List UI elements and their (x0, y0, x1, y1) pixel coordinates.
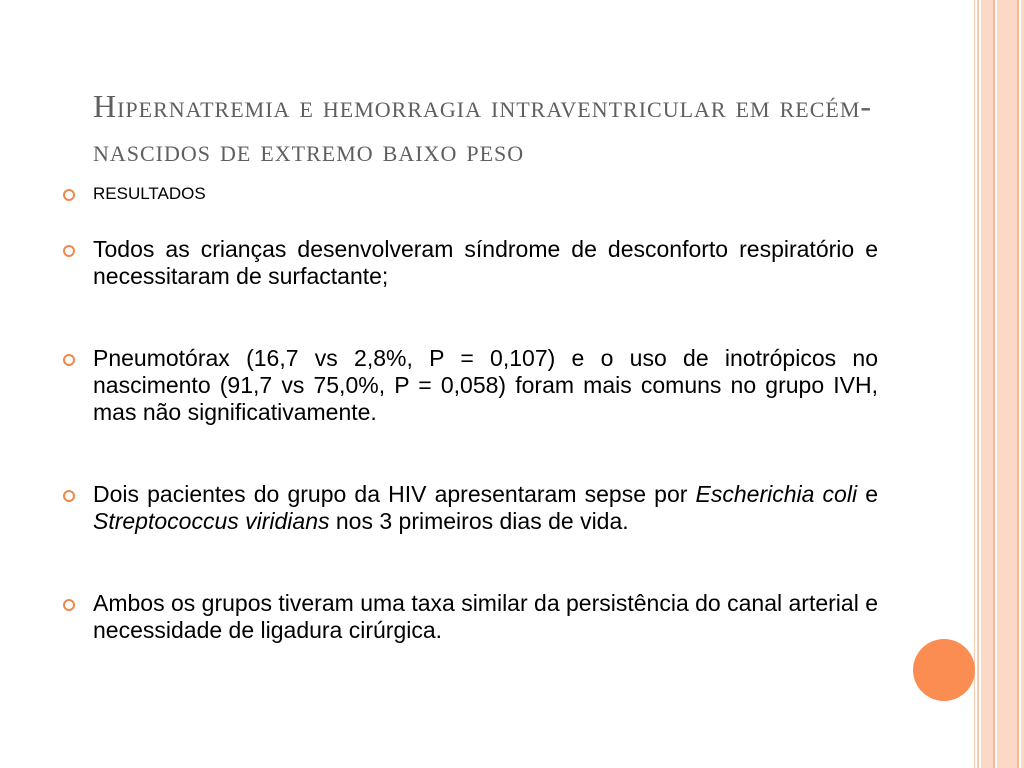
slide-title: Hipernatremia e hemorragia intraventricular em recém-nascidos de extremo baixo peso (93, 88, 873, 168)
section-heading-text: RESULTADOS (93, 184, 206, 203)
slide-content (60, 180, 878, 699)
bullet-circle-icon (63, 599, 75, 611)
bullet-circle-icon (63, 189, 75, 201)
bullet-text: Ambos os grupos tiveram uma taxa similar da persistência do canal arterial e necessidade de ligadura cirúrgica. (93, 590, 878, 643)
bullet-item (60, 481, 878, 535)
bullet-text-part: e (857, 481, 878, 507)
organism-name: Streptococcus viridians (93, 508, 330, 534)
bullet-item (60, 345, 878, 426)
organism-name: Escherichia coli (695, 481, 858, 507)
bullet-item (60, 590, 878, 644)
decorative-stripes (974, 0, 1024, 768)
bullet-circle-icon (63, 245, 75, 257)
stripe (993, 0, 995, 768)
bullet-text-part: Dois pacientes do grupo da HIV apresentaram sepse por (93, 481, 696, 507)
stripe (977, 0, 979, 768)
stripe (981, 0, 993, 768)
bullet-item (60, 236, 878, 290)
bullet-circle-icon (63, 354, 75, 366)
bullet-circle-icon (63, 490, 75, 502)
bullet-text: Todos as crianças desenvolveram síndrome de desconforto respiratório e necessitaram de surfactante; (93, 236, 878, 289)
section-heading (60, 180, 878, 208)
bullet-text-part: nos 3 primeiros dias de vida. (329, 508, 629, 534)
bullet-text: Pneumotórax (16,7 vs 2,8%, P = 0,107) e o uso de inotrópicos no nascimento (91,7 vs 75,0%, P = 0,058) foram mais comuns no grupo IVH, mas não significativamente. (93, 345, 878, 425)
stripe (974, 0, 975, 768)
stripe (1017, 0, 1019, 768)
decorative-circle (913, 639, 975, 701)
stripe (997, 0, 1017, 768)
